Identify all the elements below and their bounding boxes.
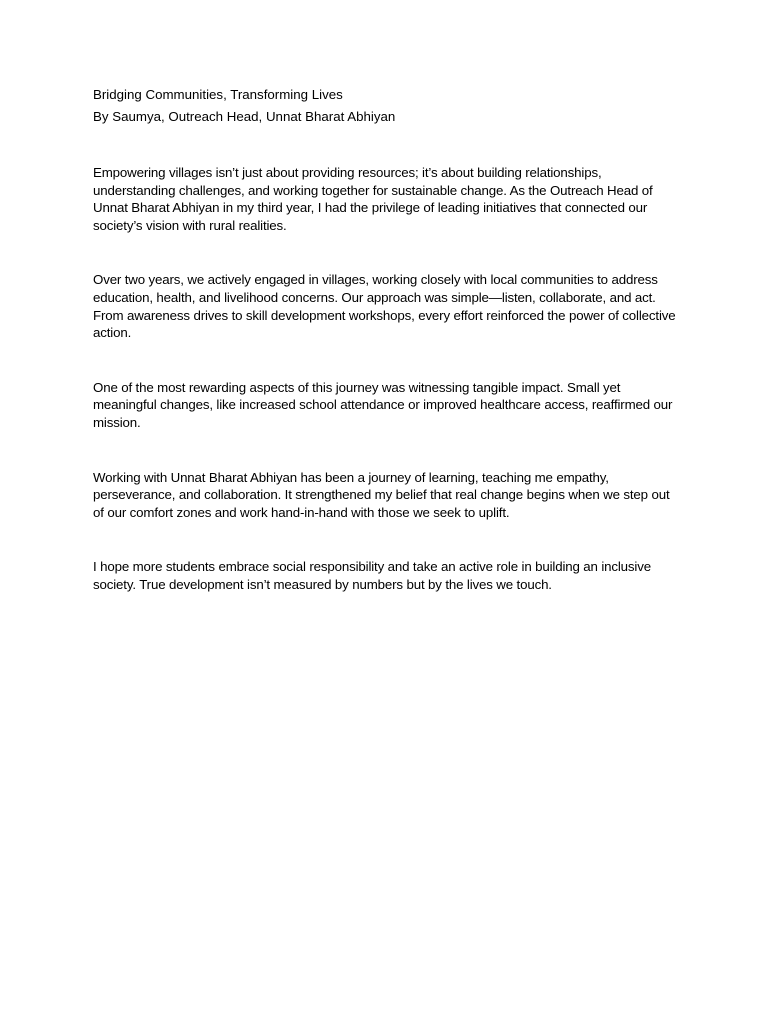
paragraph-1: Empowering villages isn’t just about providing resources; it’s about building relationships, understanding challenges, and working together for sustainable change. As the Outreach Head of Unnat Bharat Abhiyan in my third year, I had the privilege of leading initiatives that connected our society’s vision with rural realities. [93,165,653,233]
document-title: Bridging Communities, Transforming Lives [93,87,343,102]
paragraph-3: One of the most rewarding aspects of this journey was witnessing tangible impact. Small yet meaningful changes, like increased school attendance or improved healthcare access, reaffirmed our mission. [93,379,673,430]
author-byline: By Saumya, Outreach Head, Unnat Bharat Abhiyan [93,109,396,124]
paragraph-2: Over two years, we actively engaged in villages, working closely with local communities to address education, health, and livelihood concerns. Our approach was simple—listen, collaborate, and act. From awareness drives to skill development workshops, every effort reinforced the power of collective action. [93,272,676,341]
paragraph-5: I hope more students embrace social responsibility and take an active role in building an inclusive society. True development isn’t measured by numbers but by the lives we touch. [93,559,651,592]
document-page [93,86,683,594]
paragraph-4: Working with Unnat Bharat Abhiyan has been a journey of learning, teaching me empathy, perseverance, and collaboration. It strengthened my belief that real change begins when we step out of our comfort zones and work hand-in-hand with those we seek to uplift. [93,469,670,520]
